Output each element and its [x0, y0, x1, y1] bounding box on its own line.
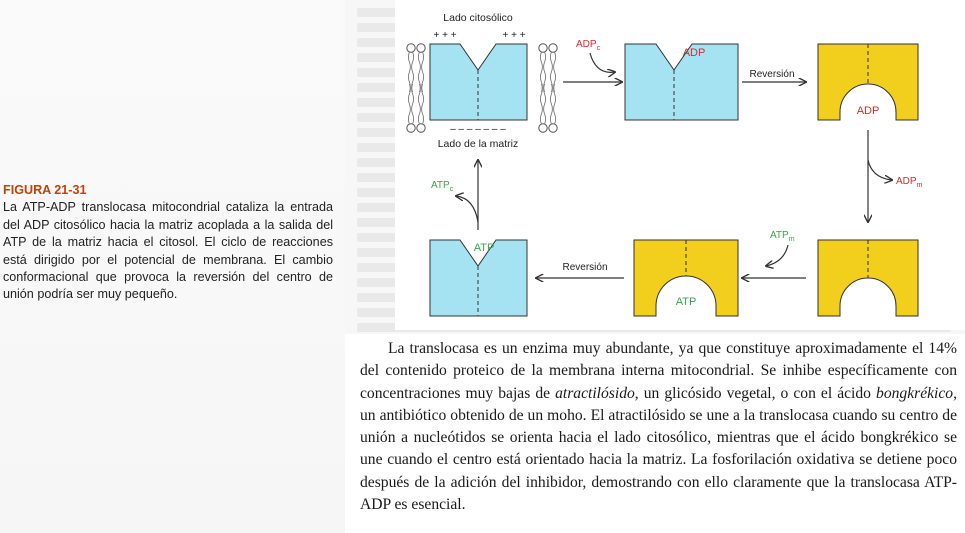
figure-label: FIGURA 21-31	[3, 183, 87, 197]
translocase-state-1	[430, 44, 527, 120]
atp-m-label	[770, 230, 795, 243]
atractyloside-term: atractilósido	[555, 384, 635, 402]
atp-in-matrix-pocket: ATP	[675, 296, 697, 308]
membrane-lipids-left	[407, 44, 425, 132]
body-paragraph: La translocasa es un enzima muy abundante, ya que constituye aproximadamente el 14% del contenido proteico de la membrana interna mitocondrial. Se inhibe específicamente con concentraciones muy bajas de atractilósido, un glicósido vegetal, o con el ácido bongkrékico, un antibiótico obtenido de un moho. El atractilósido se une a la translocasa cuando su centro de unión a nucleótidos se orienta hacia el lado citosólico, mientras que el ácido bongkrékico se une cuando el centro está orientado hacia la matriz. La fosforilación oxidativa se detiene poco después de la adición del inhibidor, demostrando con ello claramente que la translocasa ATP-ADP es esencial.	[360, 340, 958, 514]
body-paragraph-box	[345, 334, 965, 533]
atp-c-label	[431, 180, 454, 193]
adp-m-label	[896, 176, 923, 189]
translocase-state-2	[625, 44, 738, 120]
bound-adp-label: ADP	[682, 47, 706, 59]
svg-text:ATPc: $ATP_c$	[431, 180, 454, 193]
translocase-state-3	[818, 44, 918, 120]
adp-binding-arrow	[590, 53, 615, 72]
svg-text:ADPm: $ADP_m$	[896, 176, 923, 189]
translocase-state-6	[430, 240, 527, 316]
membrane-lipids-right	[539, 44, 557, 132]
adp-release-arrow	[868, 160, 892, 180]
adp-c-label	[576, 39, 601, 52]
translocase-state-4	[818, 240, 918, 316]
bound-atp-label: ATP	[473, 242, 495, 254]
reversion-label-bottom: Reversión	[562, 262, 608, 273]
cytosol-side-label: Lado citosólico	[443, 12, 513, 24]
atp-binding-arrow	[766, 245, 788, 266]
negative-charges: – – – – – – –	[450, 124, 506, 135]
figure-caption-text: La ATP-ADP translocasa mitocondrial cataliza la entrada del ADP citosólico hacia la matriz acoplada a la salida del ATP de la matriz hacia el citosol. El ciclo de reacciones está dirigido por el potencial de membrana. El cambio conformacional que provoca la reversión del centro de unión podría ser muy pequeño.	[3, 200, 333, 302]
bongkrekic-term: bongkrékico	[876, 384, 954, 402]
atp-release-arrow	[456, 196, 478, 222]
svg-text:ATPm: $ATP_m$	[770, 230, 795, 243]
positive-charges-right: + + +	[502, 30, 526, 41]
translocase-state-5	[634, 240, 738, 316]
svg-text:ADPc: $ADP_c$	[576, 39, 601, 52]
matrix-side-label: Lado de la matriz	[437, 138, 519, 150]
reversion-label-top: Reversión	[749, 69, 795, 80]
adp-in-matrix-pocket: ADP	[856, 105, 880, 117]
positive-charges-left: + + +	[433, 30, 457, 41]
